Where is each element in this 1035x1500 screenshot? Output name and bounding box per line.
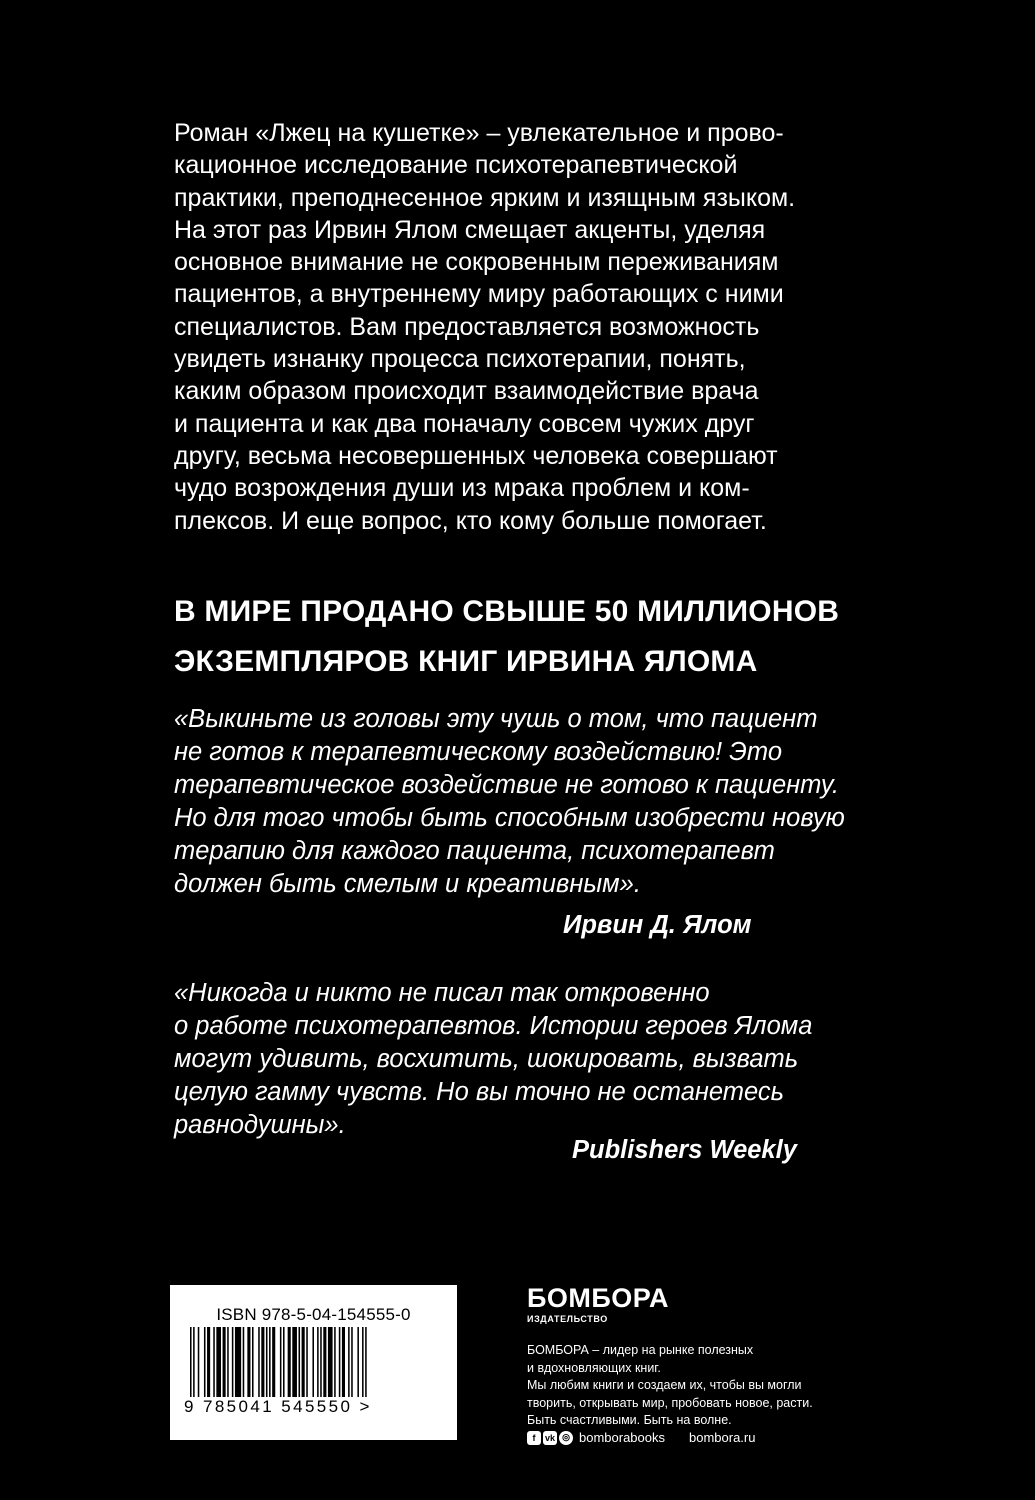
barcode-digits: 9 785041 545550 > — [184, 1397, 372, 1416]
headline-line: ЭКЗЕМПЛЯРОВ КНИГ ИРВИНА ЯЛОМА — [174, 645, 758, 678]
book-description — [174, 117, 874, 537]
quote-author-yalom: Ирвин Д. Ялом — [563, 911, 752, 939]
publisher-about-line: творить, открывать мир, пробовать новое, расти. — [527, 1395, 813, 1410]
description-line: практики, преподнесенное ярким и изящным языком. — [174, 183, 796, 212]
publisher-about-line: и вдохновляющих книг. — [527, 1360, 661, 1375]
description-line: чудо возрождения души из мрака проблем и ком- — [174, 474, 750, 503]
sales-headline — [174, 587, 894, 687]
quote-line: могут удивить, восхитить, шокировать, вызвать — [174, 1045, 799, 1073]
quote-line: «Никогда и никто не писал так откровенно — [174, 979, 710, 1007]
social-icons — [527, 1431, 573, 1445]
description-line: плексов. И еще вопрос, кто кому больше помогает. — [174, 506, 767, 535]
quote-yalom — [174, 703, 894, 901]
quote-line: целую гамму чувств. Но вы точно не останетесь — [174, 1078, 785, 1106]
barcode-bars — [188, 1327, 438, 1397]
publisher-website[interactable]: bombora.ru — [689, 1430, 756, 1445]
description-line: увидеть изнанку процесса психотерапии, понять, — [174, 345, 746, 374]
publisher-about-line: Мы любим книги и создаем их, чтобы вы могли — [527, 1378, 802, 1392]
quote-line: Но для того чтобы быть способным изобрести новую — [174, 804, 845, 832]
quote-line: терапию для каждого пациента, психотерапевт — [174, 837, 775, 865]
barcode-panel — [170, 1285, 457, 1440]
publisher-block — [527, 1283, 827, 1430]
social-handle[interactable]: bomborabooks — [579, 1430, 665, 1445]
isbn-label: ISBN 978-5-04-154555-0 — [216, 1305, 411, 1324]
publisher-about — [527, 1342, 827, 1430]
quote-author-publishers-weekly: Publishers Weekly — [572, 1136, 797, 1164]
quote-line: должен быть смелым и креативным». — [174, 870, 641, 898]
publisher-logo-subtitle: ИЗДАТЕЛЬСТВО — [527, 1314, 608, 1324]
description-line: каким образом происходит взаимодействие врача — [174, 377, 759, 406]
description-line: специалистов. Вам предоставляется возможность — [174, 312, 760, 341]
description-line: пациентов, а внутреннему миру работающих с ними — [174, 280, 784, 309]
vk-icon[interactable]: vk — [544, 1432, 555, 1443]
publisher-logo: БОМБОРА — [527, 1283, 669, 1313]
quote-line: терапевтическое воздействие не готово к пациенту. — [174, 771, 839, 799]
headline-line: В МИРЕ ПРОДАНО СВЫШЕ 50 МИЛЛИОНОВ — [174, 595, 840, 628]
quote-line: о работе психотерапевтов. Истории героев Ялома — [174, 1012, 813, 1040]
quote-line: равнодушны». — [174, 1111, 346, 1139]
quote-line: «Выкиньте из головы эту чушь о том, что пациент — [174, 705, 818, 733]
quote-publishers-weekly — [174, 977, 894, 1142]
facebook-icon[interactable]: f — [527, 1431, 541, 1445]
description-line: основное внимание не сокровенным переживаниям — [174, 248, 779, 277]
publisher-about-line: Быть счастливыми. Быть на волне. — [527, 1413, 732, 1427]
barcode-icon — [188, 1327, 438, 1397]
quote-line: не готов к терапевтическому воздействию! Это — [174, 738, 783, 766]
social-links — [527, 1430, 755, 1445]
description-line: Роман «Лжец на кушетке» – увлекательное и прово- — [174, 119, 784, 147]
description-line: другу, весьма несовершенных человека совершают — [174, 441, 778, 470]
description-line: и пациента и как два поначалу совсем чужих друг — [174, 409, 755, 438]
instagram-icon[interactable]: ◎ — [559, 1431, 573, 1445]
description-line: кационное исследование психотерапевтической — [174, 151, 738, 180]
description-line: На этот раз Ирвин Ялом смещает акценты, уделяя — [174, 215, 766, 244]
publisher-about-line: БОМБОРА – лидер на рынке полезных — [527, 1343, 754, 1357]
